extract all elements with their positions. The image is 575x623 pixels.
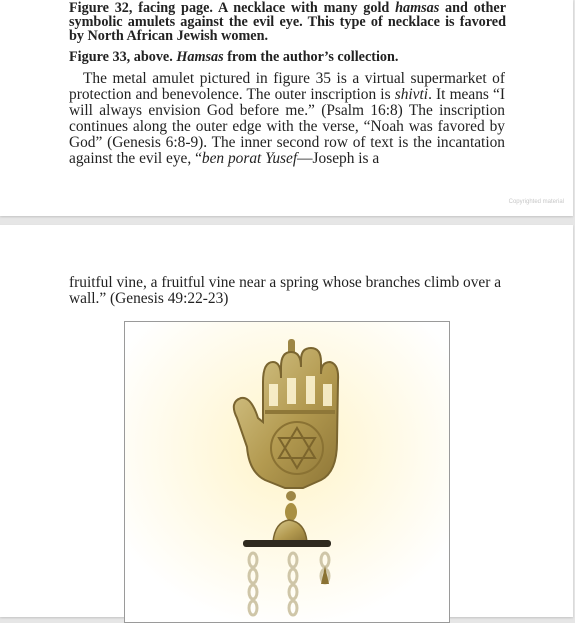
hamsa-amulet-illustration (125, 322, 449, 622)
book-page-bottom (0, 225, 573, 617)
paragraph-text: The metal amulet pictured in figure 35 is a virtual supermarket of protection and benevolence. The outer inscription is (69, 70, 505, 103)
caption32-text-end: and other symbolic amulets against the evil eye. This type of necklace is favored by North African Jewish women. (69, 0, 506, 44)
caption32-text: Figure 32, facing page. A necklace with many gold (69, 0, 396, 16)
caption33-text-end: from the author’s collection. (223, 49, 399, 65)
crossbar (243, 540, 331, 547)
paragraph-italic-incantation: ben porat Yusef (201, 150, 298, 167)
body-paragraph-continued: fruitful vine, a fruitful vine near a spring whose branches climb over a wall.” (Genesis 49:22-23) (69, 274, 502, 307)
paragraph-text-end: —Joseph is a (297, 150, 380, 167)
figure-32-caption (69, 1, 506, 43)
paragraph-italic-term: shivti (394, 86, 429, 103)
paragraph-text-middle: . It means “I will always envision God before me.” (Psalm 16:8) The inscription continues along the outer edge with the verse, “Noah was favored by God” (Genesis 6:8-9). The inner second row of text is the incantation against the evil eye, “ (69, 86, 505, 167)
caption33-italic: Hamsas (176, 49, 224, 65)
figure-33-caption (69, 50, 506, 64)
hamsa-amulet-photo (124, 321, 450, 623)
body-paragraph (69, 71, 505, 167)
book-page-top (0, 0, 573, 216)
copyright-watermark: Copyrighted material (508, 199, 564, 205)
caption33-text: Figure 33, above. (69, 49, 177, 65)
caption32-italic: hamsas (395, 0, 440, 16)
